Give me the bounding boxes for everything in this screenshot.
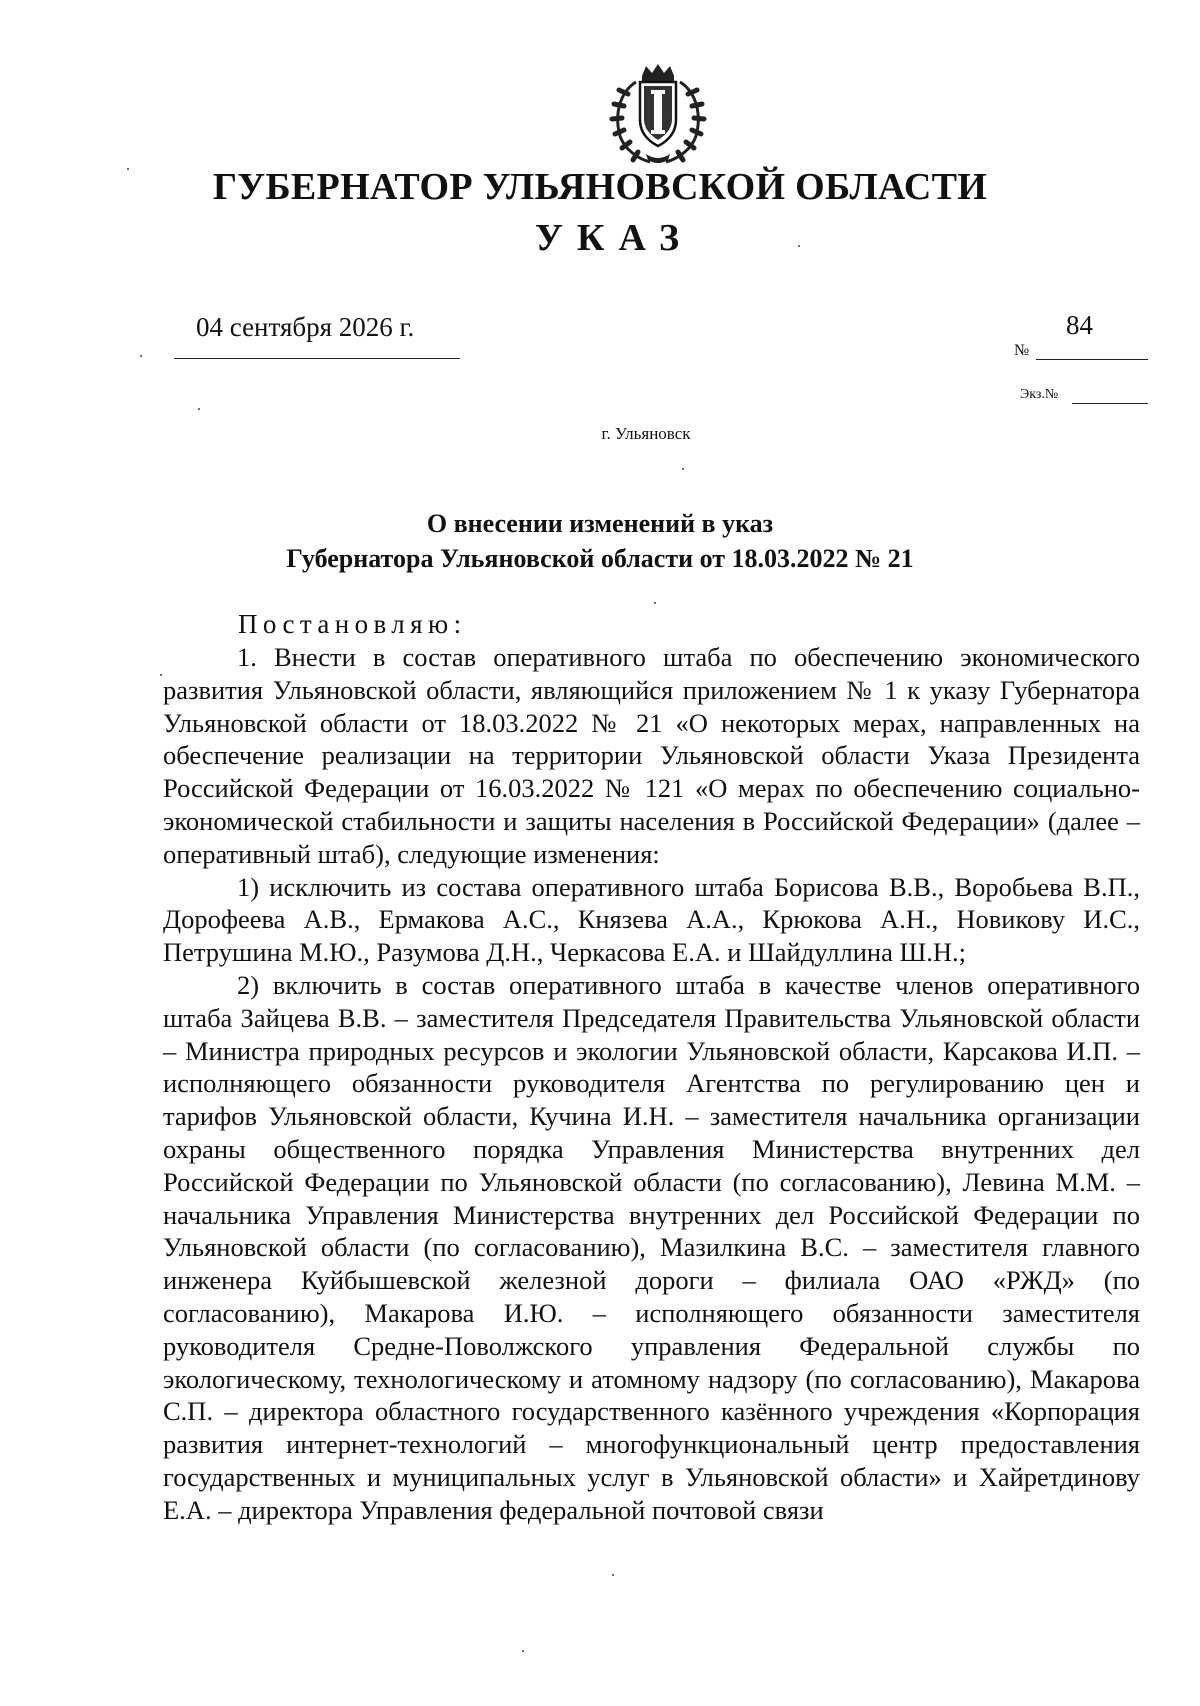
paragraph-1: 1. Внести в состав оперативного штаба по обеспечению экономического развития Ульяновской области, являющийся приложением № 1 к указу Губернатора Ульяновской области от 18.03.2022 № 21 «О некоторых мерах, направленных на обеспечение реализации на территории Ульяновской области Указа Президента Российской Федерации от 16.03.2022 № 121 «О мерах по обеспечению социально-экономической стабильности и защиты населения в Российской Федерации» (далее – оперативный штаб), следующие изменения: — [163, 642, 1140, 869]
document-title — [0, 506, 1200, 576]
document-number: 84 — [1066, 310, 1093, 340]
scan-speck — [198, 408, 200, 410]
issuing-authority: ГУБЕРНАТОР УЛЬЯНОВСКОЙ ОБЛАСТИ — [212, 166, 988, 208]
scan-speck — [682, 468, 684, 470]
scan-speck — [140, 355, 142, 357]
scan-speck — [160, 674, 162, 676]
title-line-2: Губернатора Ульяновской области от 18.03.2022 № 21 — [286, 544, 914, 573]
copy-number-underline — [1072, 403, 1148, 404]
city: г. Ульяновск — [601, 424, 691, 443]
scan-speck — [127, 168, 129, 170]
document-type: УКАЗ — [535, 217, 693, 259]
date-underline — [174, 358, 460, 359]
number-underline — [1036, 359, 1148, 360]
scan-speck — [612, 1574, 614, 1576]
scan-speck — [522, 1650, 524, 1652]
coat-of-arms-icon — [606, 62, 710, 168]
decree-word: Постановляю: — [238, 609, 467, 639]
paragraph-3: 2) включить в состав оперативного штаба в качестве членов оперативного штаба Зайцева В.В. – заместителя Председателя Правительства Ульяновской области – Министра природных ресурсов и экологии Ульяновской области, Карсакова И.П. – исполняющего обязанности руководителя Агентства по регулированию цен и тарифов Ульяновской области, Кучина И.Н. – заместителя начальника организации охраны общественного порядка Управления Министерства внутренних дел Российской Федерации по Ульяновской области (по согласованию), Левина М.М. – начальника Управления Министерства внутренних дел Российской Федерации по Ульяновской области (по согласованию), Мазилкина В.С. – заместителя главного инженера Куйбышевской железной дороги – филиала ОАО «РЖД» (по согласованию), Макарова И.Ю. – исполняющего обязанности заместителя руководителя Средне-Поволжского управления Федеральной службы по экологическому, технологическому и атомному надзору (по согласованию), Макарова С.П. – директора областного государственного казённого учреждения «Корпорация развития интернет-технологий – многофункциональный центр предоставления государственных и муниципальных услуг в Ульяновской области» и Хайретдинову Е.А. – директора Управления федеральной почтовой связи — [163, 969, 1140, 1525]
scan-speck — [798, 245, 800, 247]
title-line-1: О внесении изменений в указ — [426, 509, 774, 538]
document-body — [163, 641, 1140, 1527]
scan-speck — [654, 602, 656, 604]
number-label: № — [1014, 342, 1030, 359]
document-date: 04 сентября 2026 г. — [196, 312, 415, 342]
paragraph-2: 1) исключить из состава оперативного штаба Борисова В.В., Воробьева В.П., Дорофеева А.В., Ермакова А.С., Князева А.А., Крюкова А.Н., Новикову И.С., Петрушина М.Ю., Разумова Д.Н., Черкасова Е.А. и Шайдуллина Ш.Н.; — [163, 871, 1140, 968]
copy-number-label: Экз.№ — [1020, 387, 1059, 402]
